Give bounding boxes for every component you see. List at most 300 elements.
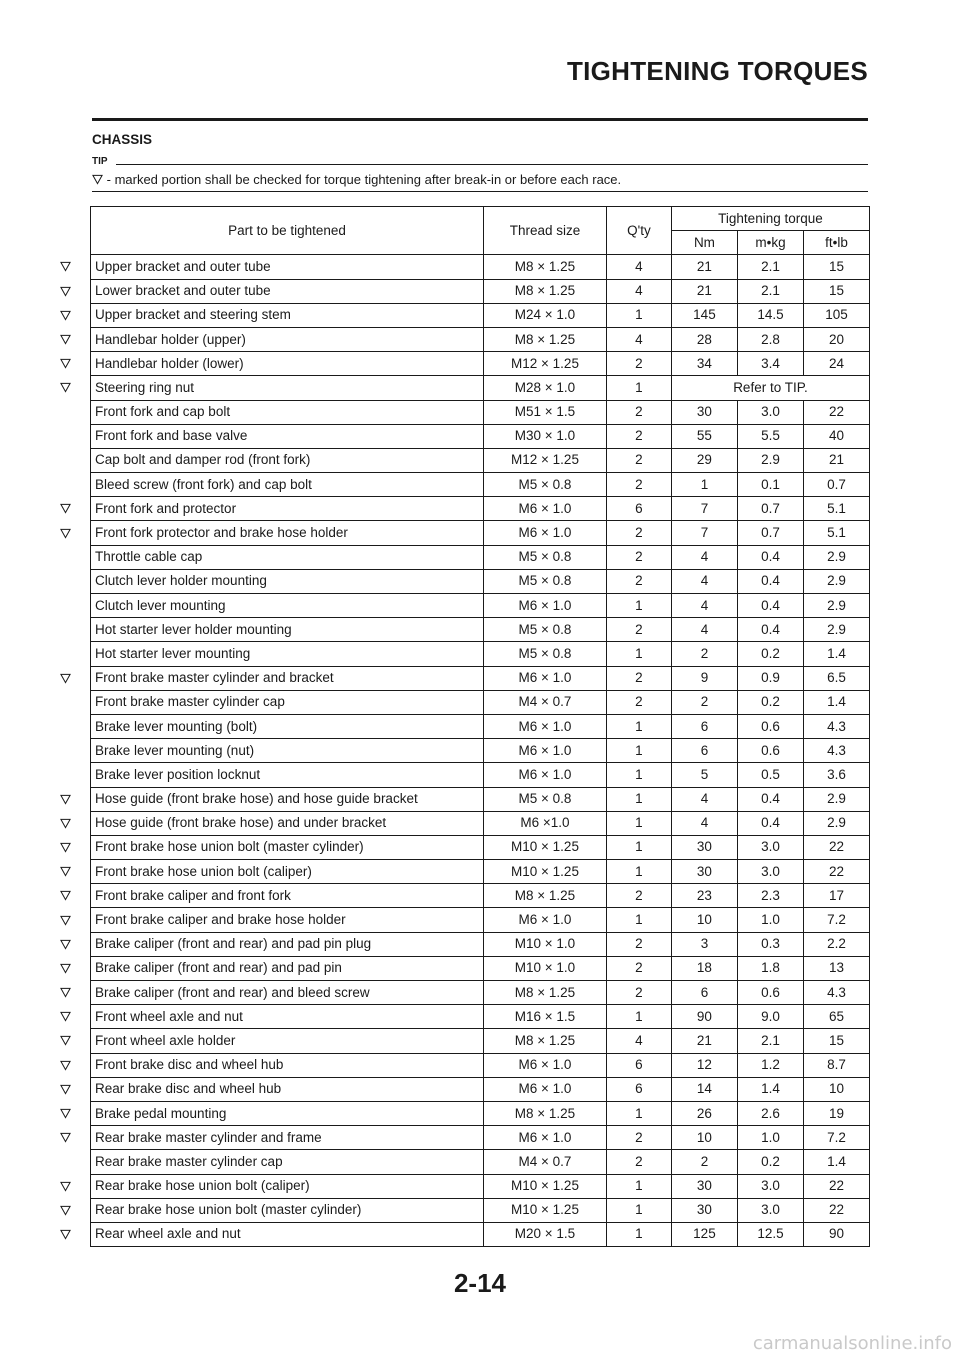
cell-nm: 2: [671, 690, 737, 714]
table-row: [91, 279, 870, 303]
cell-qty: 2: [606, 424, 671, 448]
cell-nm: 5: [671, 763, 737, 787]
triangle-mark-icon: [56, 303, 74, 327]
cell-nm: 28: [671, 327, 737, 351]
cell-mkg: 1.2: [737, 1053, 803, 1077]
cell-mkg: 2.1: [737, 1029, 803, 1053]
cell-nm: 1: [671, 473, 737, 497]
cell-ftlb: 40: [803, 424, 869, 448]
cell-ftlb: 5.1: [803, 497, 869, 521]
triangle-mark-icon: [56, 327, 74, 351]
triangle-mark-icon: [56, 860, 74, 884]
page-title: TIGHTENING TORQUES: [566, 56, 868, 86]
cell-ftlb: 105: [803, 303, 869, 327]
cell-qty: 1: [606, 1222, 671, 1246]
watermark: carmanualsonline.info: [752, 1333, 952, 1354]
mark-cell-empty: [56, 400, 74, 424]
cell-thread-size: M24 × 1.0: [484, 303, 607, 327]
cell-part: Brake caliper (front and rear) and pad pin: [91, 956, 484, 980]
cell-thread-size: M5 × 0.8: [484, 642, 607, 666]
cell-ftlb: 24: [803, 352, 869, 376]
table-row: [91, 884, 870, 908]
cell-ftlb: 5.1: [803, 521, 869, 545]
cell-mkg: 0.2: [737, 642, 803, 666]
table-row: [91, 497, 870, 521]
mark-cell-empty: [56, 690, 74, 714]
cell-ftlb: 2.9: [803, 787, 869, 811]
cell-nm: 7: [671, 497, 737, 521]
cell-qty: 1: [606, 1005, 671, 1029]
triangle-mark-icon: [56, 1126, 74, 1150]
cell-ftlb: 15: [803, 255, 869, 279]
cell-mkg: 2.1: [737, 279, 803, 303]
cell-thread-size: M28 × 1.0: [484, 376, 607, 400]
table-row: [91, 956, 870, 980]
table-row: [91, 545, 870, 569]
cell-qty: 1: [606, 642, 671, 666]
cell-thread-size: M12 × 1.25: [484, 352, 607, 376]
header-rule: [92, 118, 868, 121]
cell-nm: 125: [671, 1222, 737, 1246]
triangle-mark-icon: [56, 884, 74, 908]
cell-mkg: 0.4: [737, 618, 803, 642]
cell-qty: 2: [606, 884, 671, 908]
table-row: [91, 811, 870, 835]
cell-part: Upper bracket and outer tube: [91, 255, 484, 279]
cell-thread-size: M6 × 1.0: [484, 1077, 607, 1101]
cell-thread-size: M30 × 1.0: [484, 424, 607, 448]
cell-qty: 4: [606, 279, 671, 303]
cell-thread-size: M12 × 1.25: [484, 448, 607, 472]
cell-qty: 2: [606, 1150, 671, 1174]
cell-nm: 9: [671, 666, 737, 690]
triangle-mark-icon: [56, 666, 74, 690]
cell-mkg: 12.5: [737, 1222, 803, 1246]
cell-qty: 1: [606, 1174, 671, 1198]
cell-nm: 4: [671, 811, 737, 835]
cell-thread-size: M5 × 0.8: [484, 569, 607, 593]
cell-qty: 2: [606, 618, 671, 642]
page-number: 2-14: [453, 1268, 507, 1298]
cell-nm: 10: [671, 908, 737, 932]
table-row: [91, 690, 870, 714]
cell-mkg: 3.4: [737, 352, 803, 376]
cell-refer-to-tip: Refer to TIP.: [671, 376, 869, 400]
triangle-mark-icon: [56, 1222, 74, 1246]
cell-part: Lower bracket and outer tube: [91, 279, 484, 303]
table-row: [91, 376, 870, 400]
tip-rule-bottom: [92, 191, 868, 192]
table-row: [91, 327, 870, 351]
cell-part: Clutch lever holder mounting: [91, 569, 484, 593]
cell-ftlb: 2.2: [803, 932, 869, 956]
cell-ftlb: 7.2: [803, 908, 869, 932]
cell-mkg: 1.8: [737, 956, 803, 980]
cell-thread-size: M6 × 1.0: [484, 739, 607, 763]
cell-nm: 21: [671, 1029, 737, 1053]
table-row: [91, 763, 870, 787]
triangle-mark-icon: [56, 1077, 74, 1101]
cell-nm: 55: [671, 424, 737, 448]
cell-mkg: 1.0: [737, 1126, 803, 1150]
cell-ftlb: 3.6: [803, 763, 869, 787]
cell-mkg: 2.3: [737, 884, 803, 908]
cell-qty: 2: [606, 956, 671, 980]
cell-mkg: 0.4: [737, 569, 803, 593]
tip-rule-top: [116, 164, 868, 165]
cell-thread-size: M8 × 1.25: [484, 884, 607, 908]
cell-nm: 23: [671, 884, 737, 908]
cell-thread-size: M8 × 1.25: [484, 279, 607, 303]
triangle-mark-icon: [56, 497, 74, 521]
tip-label: TIP: [92, 156, 108, 167]
cell-nm: 26: [671, 1101, 737, 1125]
table-row: [91, 1126, 870, 1150]
cell-part: Cap bolt and damper rod (front fork): [91, 448, 484, 472]
cell-part: Hose guide (front brake hose) and under bracket: [91, 811, 484, 835]
cell-part: Front wheel axle holder: [91, 1029, 484, 1053]
cell-thread-size: M51 × 1.5: [484, 400, 607, 424]
table-row: [91, 1101, 870, 1125]
mark-cell-empty: [56, 739, 74, 763]
cell-mkg: 9.0: [737, 1005, 803, 1029]
cell-qty: 2: [606, 1126, 671, 1150]
cell-thread-size: M10 × 1.25: [484, 1198, 607, 1222]
table-row: [91, 1198, 870, 1222]
header-qty: Q'ty: [606, 207, 671, 255]
cell-mkg: 0.4: [737, 811, 803, 835]
triangle-mark-icon: [56, 956, 74, 980]
cell-ftlb: 20: [803, 327, 869, 351]
cell-thread-size: M10 × 1.25: [484, 860, 607, 884]
cell-nm: 30: [671, 835, 737, 859]
cell-mkg: 1.4: [737, 1077, 803, 1101]
cell-qty: 4: [606, 255, 671, 279]
cell-qty: 2: [606, 352, 671, 376]
cell-qty: 1: [606, 1101, 671, 1125]
cell-part: Brake lever mounting (nut): [91, 739, 484, 763]
header-nm: Nm: [671, 231, 737, 255]
cell-part: Rear brake hose union bolt (caliper): [91, 1174, 484, 1198]
cell-qty: 1: [606, 303, 671, 327]
cell-nm: 30: [671, 1174, 737, 1198]
cell-mkg: 3.0: [737, 1174, 803, 1198]
cell-qty: 6: [606, 497, 671, 521]
cell-ftlb: 2.9: [803, 618, 869, 642]
cell-ftlb: 17: [803, 884, 869, 908]
cell-ftlb: 22: [803, 860, 869, 884]
mark-cell-empty: [56, 618, 74, 642]
cell-part: Front fork and protector: [91, 497, 484, 521]
mark-cell-empty: [56, 594, 74, 618]
table-row: [91, 1077, 870, 1101]
cell-mkg: 0.6: [737, 981, 803, 1005]
triangle-mark-icon: [56, 787, 74, 811]
triangle-mark-icon: [56, 811, 74, 835]
cell-qty: 1: [606, 376, 671, 400]
cell-qty: 2: [606, 666, 671, 690]
cell-part: Front fork protector and brake hose holder: [91, 521, 484, 545]
cell-qty: 1: [606, 739, 671, 763]
cell-qty: 2: [606, 545, 671, 569]
table-row: [91, 981, 870, 1005]
cell-part: Hose guide (front brake hose) and hose guide bracket: [91, 787, 484, 811]
cell-part: Brake lever position locknut: [91, 763, 484, 787]
cell-part: Brake lever mounting (bolt): [91, 714, 484, 738]
cell-ftlb: 7.2: [803, 1126, 869, 1150]
tip-text: [92, 172, 621, 188]
cell-mkg: 0.5: [737, 763, 803, 787]
triangle-mark-icon: [56, 1005, 74, 1029]
table-row: [91, 787, 870, 811]
cell-qty: 2: [606, 400, 671, 424]
mark-cell-empty: [56, 642, 74, 666]
triangle-mark-icon: [56, 1053, 74, 1077]
cell-qty: 2: [606, 521, 671, 545]
triangle-mark-icon: [56, 908, 74, 932]
triangle-mark-icon: [56, 255, 74, 279]
cell-qty: 2: [606, 473, 671, 497]
cell-part: Rear brake master cylinder cap: [91, 1150, 484, 1174]
cell-part: Steering ring nut: [91, 376, 484, 400]
cell-nm: 30: [671, 1198, 737, 1222]
cell-mkg: 3.0: [737, 835, 803, 859]
cell-ftlb: 0.7: [803, 473, 869, 497]
cell-qty: 4: [606, 1029, 671, 1053]
cell-thread-size: M6 × 1.0: [484, 714, 607, 738]
triangle-mark-icon: [56, 521, 74, 545]
cell-part: Front brake hose union bolt (master cylinder): [91, 835, 484, 859]
cell-nm: 90: [671, 1005, 737, 1029]
cell-qty: 1: [606, 860, 671, 884]
table-row: [91, 1029, 870, 1053]
cell-nm: 4: [671, 594, 737, 618]
torque-table-body: [91, 255, 870, 1247]
table-row: [91, 400, 870, 424]
cell-ftlb: 22: [803, 400, 869, 424]
cell-ftlb: 2.9: [803, 569, 869, 593]
cell-thread-size: M10 × 1.25: [484, 835, 607, 859]
mark-cell-empty: [56, 424, 74, 448]
cell-part: Front fork and cap bolt: [91, 400, 484, 424]
cell-qty: 1: [606, 714, 671, 738]
section-title: CHASSIS: [92, 132, 153, 147]
triangle-mark-icon: [56, 932, 74, 956]
table-row: [91, 1005, 870, 1029]
mark-cell-empty: [56, 763, 74, 787]
triangle-mark-icon: [56, 1198, 74, 1222]
cell-nm: 145: [671, 303, 737, 327]
cell-ftlb: 2.9: [803, 594, 869, 618]
cell-thread-size: M5 × 0.8: [484, 545, 607, 569]
cell-mkg: 5.5: [737, 424, 803, 448]
header-ftlb: ft•lb: [803, 231, 869, 255]
cell-thread-size: M8 × 1.25: [484, 1101, 607, 1125]
cell-mkg: 0.2: [737, 690, 803, 714]
table-row: [91, 521, 870, 545]
cell-ftlb: 21: [803, 448, 869, 472]
cell-thread-size: M16 × 1.5: [484, 1005, 607, 1029]
cell-part: Brake pedal mounting: [91, 1101, 484, 1125]
cell-part: Handlebar holder (upper): [91, 327, 484, 351]
cell-ftlb: 15: [803, 279, 869, 303]
cell-mkg: 0.4: [737, 787, 803, 811]
cell-thread-size: M5 × 0.8: [484, 618, 607, 642]
cell-mkg: 0.3: [737, 932, 803, 956]
table-row: [91, 424, 870, 448]
cell-qty: 2: [606, 569, 671, 593]
table-row: [91, 908, 870, 932]
cell-part: Front brake master cylinder cap: [91, 690, 484, 714]
header-part: Part to be tightened: [91, 207, 484, 255]
cell-part: Front brake caliper and front fork: [91, 884, 484, 908]
cell-mkg: 0.7: [737, 521, 803, 545]
cell-mkg: 2.1: [737, 255, 803, 279]
cell-thread-size: M5 × 0.8: [484, 787, 607, 811]
cell-nm: 2: [671, 1150, 737, 1174]
cell-nm: 30: [671, 860, 737, 884]
table-row: [91, 255, 870, 279]
cell-nm: 29: [671, 448, 737, 472]
cell-nm: 4: [671, 569, 737, 593]
cell-mkg: 0.7: [737, 497, 803, 521]
cell-thread-size: M6 × 1.0: [484, 1126, 607, 1150]
cell-nm: 3: [671, 932, 737, 956]
header-torque: Tightening torque: [671, 207, 869, 231]
cell-mkg: 3.0: [737, 1198, 803, 1222]
cell-ftlb: 65: [803, 1005, 869, 1029]
table-row: [91, 448, 870, 472]
cell-thread-size: M10 × 1.0: [484, 956, 607, 980]
triangle-mark-icon: [92, 174, 103, 185]
cell-qty: 1: [606, 835, 671, 859]
cell-qty: 6: [606, 1077, 671, 1101]
cell-thread-size: M6 × 1.0: [484, 908, 607, 932]
cell-ftlb: 2.9: [803, 811, 869, 835]
cell-thread-size: M6 × 1.0: [484, 497, 607, 521]
cell-ftlb: 4.3: [803, 981, 869, 1005]
cell-ftlb: 90: [803, 1222, 869, 1246]
cell-nm: 4: [671, 787, 737, 811]
cell-nm: 34: [671, 352, 737, 376]
cell-part: Hot starter lever mounting: [91, 642, 484, 666]
cell-part: Clutch lever mounting: [91, 594, 484, 618]
mark-cell-empty: [56, 1150, 74, 1174]
cell-qty: 1: [606, 763, 671, 787]
cell-ftlb: 19: [803, 1101, 869, 1125]
cell-part: Rear brake master cylinder and frame: [91, 1126, 484, 1150]
mark-cell-empty: [56, 569, 74, 593]
cell-ftlb: 8.7: [803, 1053, 869, 1077]
cell-thread-size: M4 × 0.7: [484, 690, 607, 714]
cell-part: Rear brake hose union bolt (master cylinder): [91, 1198, 484, 1222]
triangle-mark-icon: [56, 1174, 74, 1198]
cell-qty: 2: [606, 981, 671, 1005]
table-row: [91, 352, 870, 376]
cell-nm: 12: [671, 1053, 737, 1077]
cell-ftlb: 1.4: [803, 690, 869, 714]
cell-thread-size: M6 × 1.0: [484, 1053, 607, 1077]
cell-part: Front brake master cylinder and bracket: [91, 666, 484, 690]
cell-qty: 6: [606, 1053, 671, 1077]
cell-part: Front wheel axle and nut: [91, 1005, 484, 1029]
cell-ftlb: 22: [803, 835, 869, 859]
cell-nm: 10: [671, 1126, 737, 1150]
cell-part: Throttle cable cap: [91, 545, 484, 569]
cell-qty: 1: [606, 811, 671, 835]
table-row: [91, 714, 870, 738]
cell-ftlb: 6.5: [803, 666, 869, 690]
cell-mkg: 0.9: [737, 666, 803, 690]
mark-cell-empty: [56, 448, 74, 472]
cell-mkg: 2.6: [737, 1101, 803, 1125]
table-row: [91, 1222, 870, 1246]
cell-nm: 6: [671, 714, 737, 738]
cell-thread-size: M10 × 1.0: [484, 932, 607, 956]
cell-nm: 30: [671, 400, 737, 424]
cell-thread-size: M6 × 1.0: [484, 521, 607, 545]
cell-ftlb: 13: [803, 956, 869, 980]
cell-ftlb: 2.9: [803, 545, 869, 569]
table-row: [91, 1174, 870, 1198]
cell-mkg: 0.4: [737, 545, 803, 569]
cell-nm: 4: [671, 545, 737, 569]
cell-ftlb: 4.3: [803, 714, 869, 738]
cell-ftlb: 1.4: [803, 1150, 869, 1174]
cell-ftlb: 4.3: [803, 739, 869, 763]
cell-thread-size: M6 × 1.0: [484, 666, 607, 690]
table-row: [91, 594, 870, 618]
cell-mkg: 0.6: [737, 739, 803, 763]
table-row: [91, 835, 870, 859]
cell-qty: 1: [606, 908, 671, 932]
cell-ftlb: 15: [803, 1029, 869, 1053]
table-row: [91, 860, 870, 884]
triangle-mark-icon: [56, 1029, 74, 1053]
cell-part: Handlebar holder (lower): [91, 352, 484, 376]
cell-part: Brake caliper (front and rear) and pad pin plug: [91, 932, 484, 956]
cell-qty: 1: [606, 594, 671, 618]
table-row: [91, 739, 870, 763]
cell-nm: 6: [671, 981, 737, 1005]
cell-mkg: 0.2: [737, 1150, 803, 1174]
cell-mkg: 0.6: [737, 714, 803, 738]
cell-mkg: 2.8: [737, 327, 803, 351]
cell-part: Front brake caliper and brake hose holder: [91, 908, 484, 932]
cell-qty: 4: [606, 327, 671, 351]
table-row: [91, 642, 870, 666]
cell-nm: 14: [671, 1077, 737, 1101]
table-row: [91, 666, 870, 690]
table-row: [91, 473, 870, 497]
table-row: [91, 1053, 870, 1077]
table-row: [91, 932, 870, 956]
cell-thread-size: M6 × 1.0: [484, 763, 607, 787]
cell-part: Front brake disc and wheel hub: [91, 1053, 484, 1077]
cell-nm: 21: [671, 279, 737, 303]
cell-part: Upper bracket and steering stem: [91, 303, 484, 327]
cell-ftlb: 22: [803, 1174, 869, 1198]
cell-mkg: 0.1: [737, 473, 803, 497]
mark-cell-empty: [56, 473, 74, 497]
cell-thread-size: M8 × 1.25: [484, 327, 607, 351]
cell-thread-size: M6 × 1.0: [484, 594, 607, 618]
cell-mkg: 3.0: [737, 400, 803, 424]
cell-nm: 21: [671, 255, 737, 279]
cell-part: Brake caliper (front and rear) and bleed screw: [91, 981, 484, 1005]
cell-qty: 2: [606, 932, 671, 956]
cell-thread-size: M20 × 1.5: [484, 1222, 607, 1246]
